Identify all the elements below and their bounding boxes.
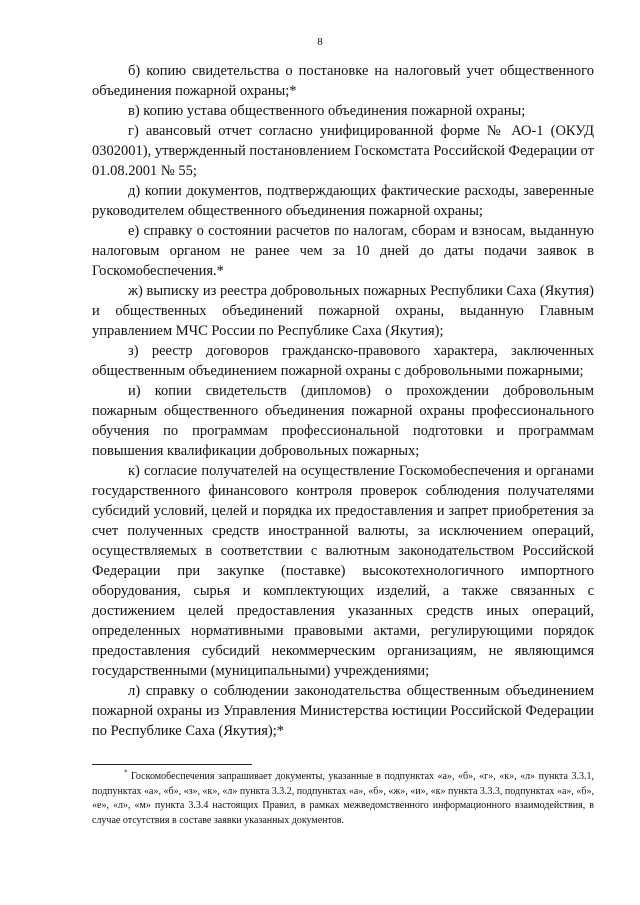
paragraph-g: г) авансовый отчет согласно унифицированной форме № АО-1 (ОКУД 0302001), утвержденный постановлением Госкомстата Российской Федерации от 01.08.2001 № 55;: [92, 123, 594, 179]
paragraph-z: з) реестр договоров гражданско-правового характера, заключенных общественным объединением пожарной охраны с добровольными пожарными;: [92, 343, 594, 379]
paragraph-d: д) копии документов, подтверждающих фактические расходы, заверенные руководителем общественного объединения пожарной охраны;: [92, 183, 594, 219]
paragraph-v: в) копию устава общественного объединения пожарной охраны;: [128, 103, 526, 119]
paragraph-b: б) копию свидетельства о постановке на налоговый учет общественного объединения пожарной охраны;*: [92, 63, 594, 99]
footnote-text: Госкомобеспечения запрашивает документы, указанные в подпунктах «а», «б», «г», «к», «л» пункта 3.3.1, подпунктах «а», «б», «з», «к», «л» пункта 3.3.2, подпунктах «а», «б», «ж», «и», «к» пункта 3.3.3, подпунктах «а», «б», «е», «л», «м» пункта 3.3.4 настоящих Правил, в рамках межведомственного информационного взаимодействия, в случае отсутствия в составе заявки указанных документов.: [92, 771, 594, 826]
paragraph-i: и) копии свидетельств (дипломов) о прохождении добровольным пожарным общественного объединения пожарной охраны профессионального обучения по программам профессиональной подготовки и программам повышения квалификации добровольных пожарных;: [92, 383, 594, 459]
page-number: 8: [317, 36, 323, 48]
paragraph-k: к) согласие получателей на осуществление Госкомобеспечения и органами государственного финансового контроля проверок соблюдения получателями субсидий условий, целей и порядка их предоставления и запрет приобретения за счет полученных средств иностранной валюты, за исключением операций, осуществляемых в соответствии с валютным законодательством Российской Федерации при закупке (поставке) высокотехнологичного импортного оборудования, сырья и комплектующих изделий, а также связанных с достижением целей предоставления указанных средств иных операций, определенных нормативными правовыми актами, регулирующими порядок предоставления субсидий некоммерческим организациям, не являющимся государственными (муниципальными) учреждениями;: [92, 463, 594, 679]
paragraph-e: е) справку о состоянии расчетов по налогам, сборам и взносам, выданную налоговым органом не ранее чем за 10 дней до даты подачи заявок в Госкомобеспечения.*: [92, 223, 594, 279]
paragraph-zh: ж) выписку из реестра добровольных пожарных Республики Саха (Якутия) и общественных объединений пожарной охраны, выданную Главным управлением МЧС России по Республике Саха (Якутия);: [92, 283, 594, 339]
footnote-marker: *: [124, 768, 128, 777]
paragraph-l: л) справку о соблюдении законодательства общественным объединением пожарной охраны из Управления Министерства юстиции Российской Федерации по Республике Саха (Якутия);*: [92, 683, 594, 739]
footnote-paragraph: [92, 770, 594, 828]
document-body: [92, 61, 594, 741]
footnote: [92, 770, 594, 828]
footnote-divider: [92, 764, 252, 765]
